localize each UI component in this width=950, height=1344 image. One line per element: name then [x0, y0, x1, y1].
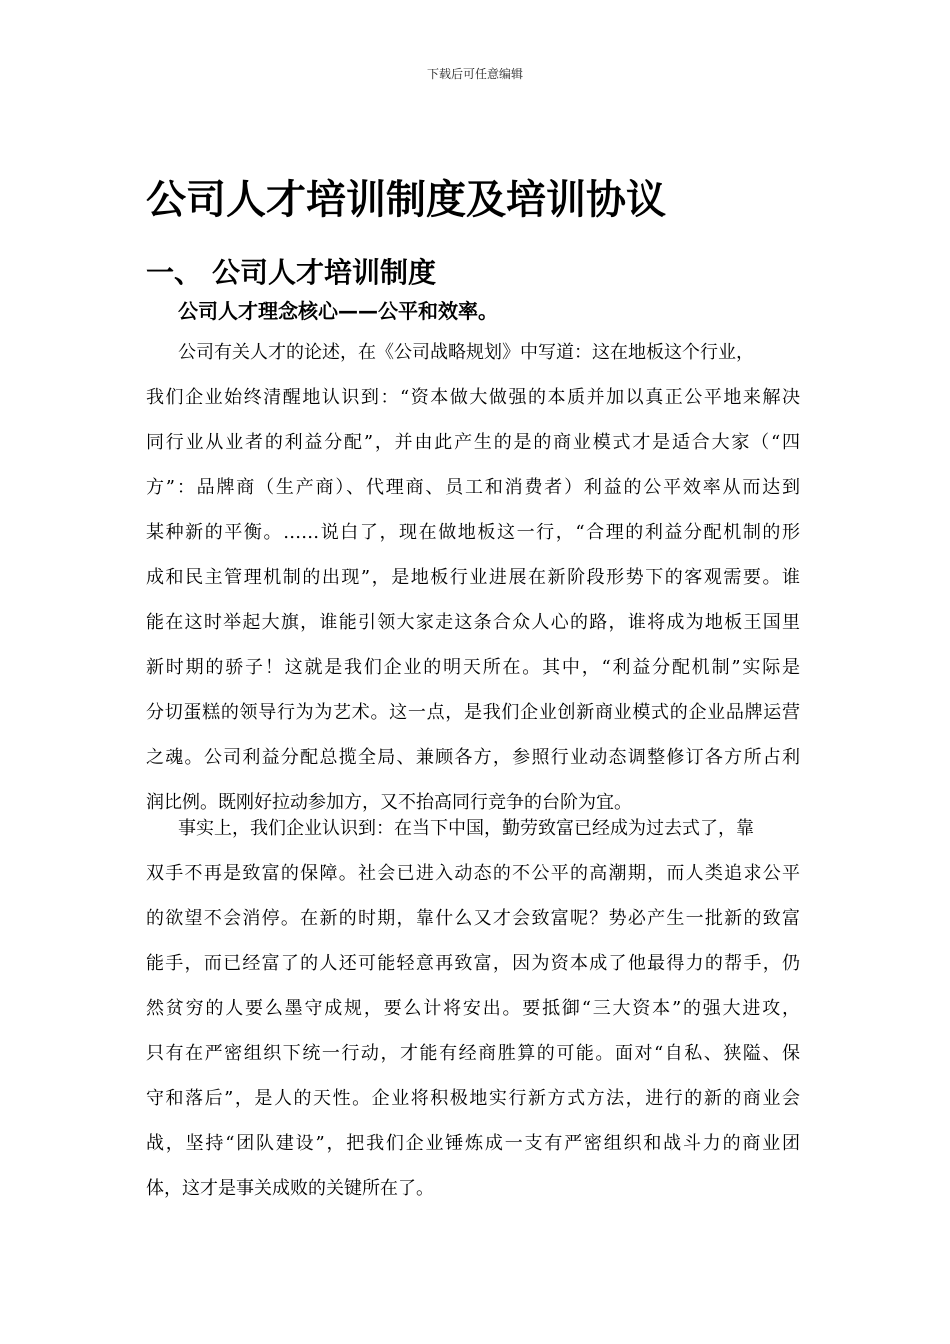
section-number: 一、: [146, 256, 203, 289]
paragraph-line: 能在这时举起大旗，谁能引领大家走这条合众人心的路，谁将成为地板王国里: [146, 612, 800, 633]
paragraph-line: 然贫穷的人要么墨守成规，要么计将安出。要抵御“三大资本”的强大进攻，: [146, 998, 800, 1019]
section-heading-text: 公司人才培训制度: [212, 256, 437, 289]
paragraph-line: 同行业从业者的利益分配”，并由此产生的是的商业模式才是适合大家（“四: [146, 432, 800, 453]
paragraph-line: 公司有关人才的论述，在《公司战略规划》中写道：这在地板这个行业，: [178, 342, 754, 363]
paragraph-line: 事实上，我们企业认识到：在当下中国，勤劳致富已经成为过去式了，靠: [178, 818, 754, 839]
page-header-note: 下载后可任意编辑: [426, 67, 523, 81]
paragraph-1: [146, 330, 800, 825]
document-title: 公司人才培训制度及培训协议: [146, 177, 666, 223]
paragraph-line: 战，坚持“团队建设”，把我们企业锤炼成一支有严密组织和战斗力的商业团: [146, 1133, 800, 1154]
paragraph-line: 双手不再是致富的保障。社会已进入动态的不公平的高潮期，而人类追求公平: [146, 863, 800, 884]
paragraph-line: 某种新的平衡。……说白了，现在做地板这一行，“合理的利益分配机制的形: [146, 522, 800, 543]
paragraph-line: 守和落后”，是人的天性。企业将积极地实行新方式方法，进行的新的商业会: [146, 1088, 800, 1109]
paragraph-line: 能手，而已经富了的人还可能轻意再致富，因为资本成了他最得力的帮手，仍: [146, 953, 800, 974]
subheading: 公司人才理念核心——公平和效率。: [178, 299, 498, 323]
paragraph-line: 只有在严密组织下统一行动，才能有经商胜算的可能。面对“自私、狭隘、保: [146, 1043, 800, 1064]
paragraph-line: 体，这才是事关成败的关键所在了。: [146, 1178, 434, 1199]
paragraph-line: 新时期的骄子！这就是我们企业的明天所在。其中，“利益分配机制”实际是: [146, 657, 800, 678]
paragraph-line: 润比例。既刚好拉动参加方，又不抬高同行竞争的台阶为宜。: [146, 792, 632, 813]
section-heading: [146, 254, 436, 292]
paragraph-2: [146, 806, 800, 1211]
paragraph-line: 的欲望不会消停。在新的时期，靠什么又才会致富呢？势必产生一批新的致富: [146, 908, 800, 929]
paragraph-line: 分切蛋糕的领导行为为艺术。这一点，是我们企业创新商业模式的企业品牌运营: [146, 702, 800, 723]
paragraph-line: 方”：品牌商（生产商）、代理商、员工和消费者）利益的公平效率从而达到: [146, 477, 800, 498]
paragraph-line: 我们企业始终清醒地认识到：“资本做大做强的本质并加以真正公平地来解决: [146, 387, 800, 408]
paragraph-line: 之魂。公司利益分配总揽全局、兼顾各方，参照行业动态调整修订各方所占利: [146, 747, 800, 768]
paragraph-line: 成和民主管理机制的出现”，是地板行业进展在新阶段形势下的客观需要。谁: [146, 567, 800, 588]
